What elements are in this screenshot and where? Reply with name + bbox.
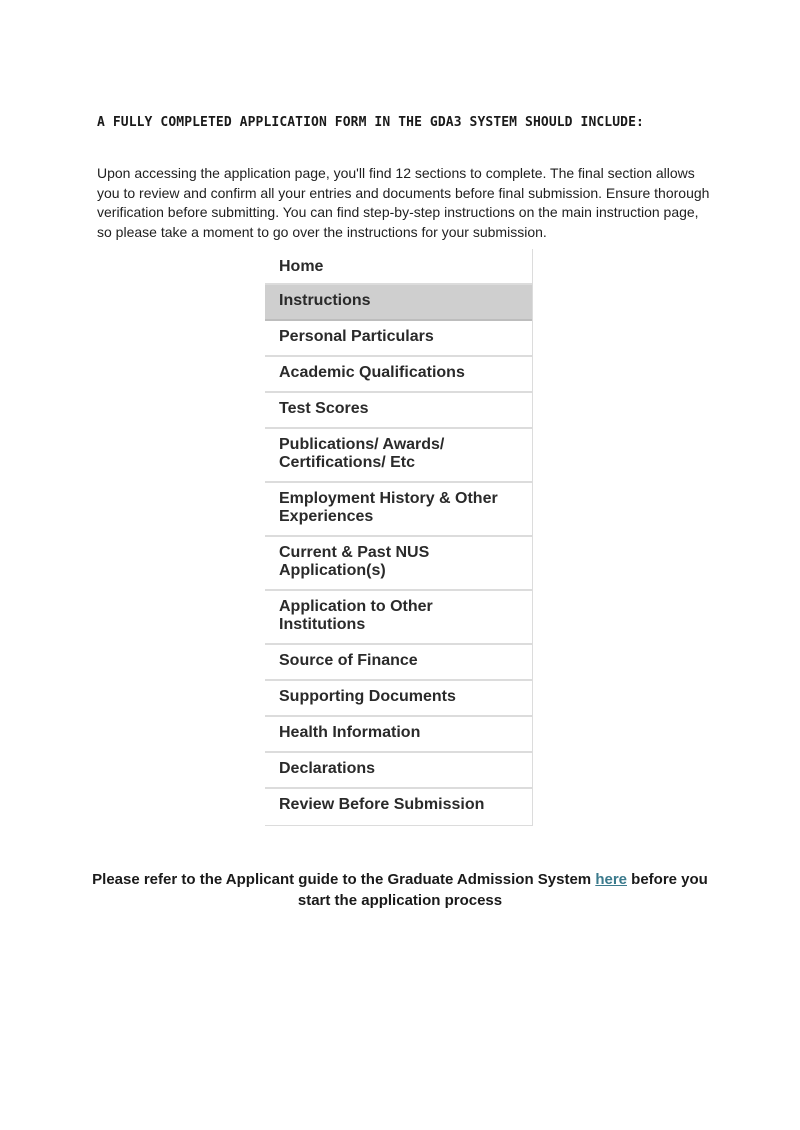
menu-item-other-institutions[interactable] — [265, 591, 532, 645]
menu-item-publications[interactable] — [265, 429, 532, 483]
menu-item-academic-qualifications[interactable] — [265, 357, 532, 393]
menu-item-label: Review Before Submission — [279, 796, 485, 813]
menu-item-test-scores[interactable] — [265, 393, 532, 429]
menu-item-label: Health Information — [279, 724, 421, 741]
note-text-after: before you start the application process — [297, 871, 708, 909]
menu-item-label: Instructions — [279, 292, 371, 309]
note-text-before: Please refer to the Applicant guide to the Graduate Admission System — [92, 871, 596, 888]
applicant-guide-note — [90, 869, 710, 911]
menu-item-personal-particulars[interactable] — [265, 321, 532, 357]
page-heading: A FULLY COMPLETED APPLICATION FORM IN THE GDA3 SYSTEM SHOULD INCLUDE: — [97, 115, 644, 130]
menu-item-employment-history[interactable] — [265, 483, 532, 537]
menu-item-review-before-submission[interactable] — [265, 789, 532, 825]
intro-paragraph: Upon accessing the application page, you'll find 12 sections to complete. The final section allows you to review and confirm all your entries and documents before final submission. Ensure thorough verification before submitting. You can find step-by-step instructions on the main instruction page, so please take a moment to go over the instructions for your submission. — [97, 165, 710, 240]
menu-item-label: Academic Qualifications — [279, 364, 465, 381]
menu-item-label: Personal Particulars — [279, 328, 434, 345]
menu-item-home[interactable] — [265, 249, 532, 285]
menu-item-label: Home — [279, 258, 324, 275]
menu-item-label: Supporting Documents — [279, 688, 456, 705]
menu-item-label: Source of Finance — [279, 652, 418, 669]
menu-item-label: Current & Past NUS Application(s) — [279, 544, 430, 579]
menu-item-instructions[interactable] — [265, 285, 532, 321]
menu-item-label: Employment History & Other Experiences — [279, 490, 498, 525]
menu-item-label: Application to Other Institutions — [279, 598, 433, 633]
menu-item-declarations[interactable] — [265, 753, 532, 789]
menu-item-nus-applications[interactable] — [265, 537, 532, 591]
applicant-guide-link[interactable]: here — [595, 871, 627, 888]
menu-item-health-information[interactable] — [265, 717, 532, 753]
menu-item-label: Publications/ Awards/ Certifications/ Etc — [279, 436, 445, 471]
application-section-menu — [265, 249, 533, 826]
menu-item-label: Test Scores — [279, 400, 369, 417]
menu-item-source-of-finance[interactable] — [265, 645, 532, 681]
menu-item-supporting-documents[interactable] — [265, 681, 532, 717]
menu-item-label: Declarations — [279, 760, 376, 777]
